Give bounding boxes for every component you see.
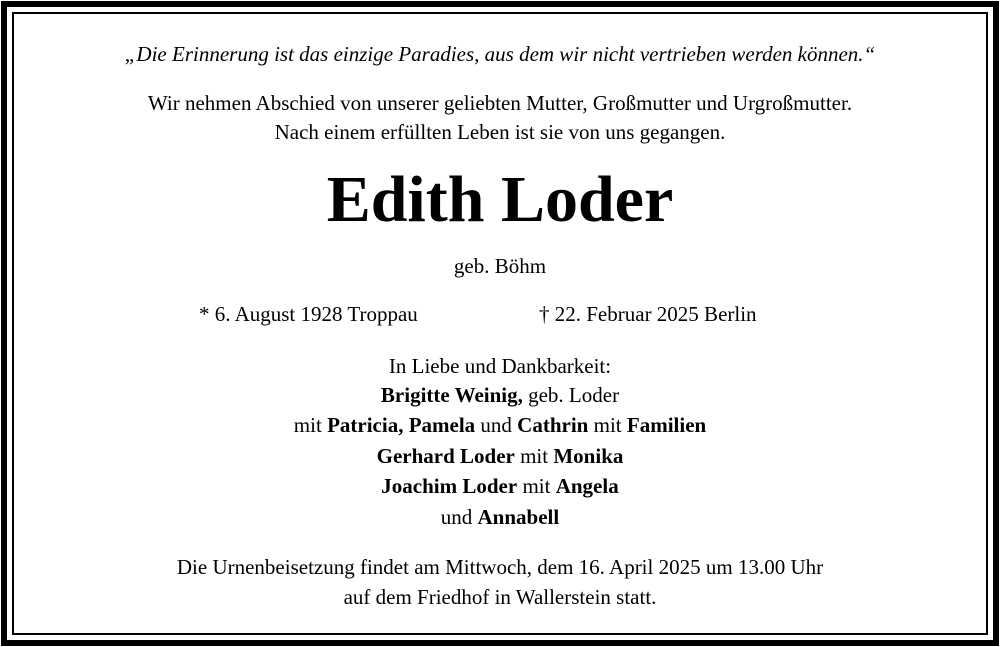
mourner-name: Familien	[626, 413, 707, 437]
mourner-line-5	[0, 502, 1000, 532]
mourner-note: geb. Loder	[522, 383, 620, 407]
deceased-name: Edith Loder	[326, 163, 674, 236]
mourner-name: Annabell	[477, 505, 560, 529]
connector-text: mit	[517, 474, 556, 498]
epigraph-quote: „Die Erinnerung ist das einzige Paradies, aus dem wir nicht vertrieben werden können.“	[124, 42, 876, 66]
mourner-name: Joachim Loder	[381, 474, 518, 498]
connector-text: und	[475, 413, 518, 437]
mourner-line-3	[0, 441, 1000, 471]
connector-text: mit	[588, 413, 627, 437]
connector-text: und	[440, 505, 478, 529]
mourner-name: Brigitte Weinig,	[380, 383, 523, 407]
mourner-name: Monika	[553, 444, 624, 468]
connector-text: mit	[293, 413, 328, 437]
intro-line-2: Nach einem erfüllten Leben ist sie von uns gegangen.	[274, 120, 726, 144]
birth-date: * 6. August 1928 Troppau	[199, 302, 418, 326]
connector-text: mit	[514, 444, 554, 468]
mourner-line-4	[0, 471, 1000, 501]
maiden-name: geb. Böhm	[453, 254, 547, 278]
mourner-line-2	[0, 410, 1000, 440]
death-date: † 22. Februar 2025 Berlin	[539, 302, 757, 326]
mourner-name: Gerhard Loder	[376, 444, 515, 468]
mourner-name: Cathrin	[517, 413, 589, 437]
funeral-info-line-2: auf dem Friedhof in Wallerstein statt.	[343, 585, 657, 609]
mourner-name: Patricia, Pamela	[327, 413, 476, 437]
intro-line-1: Wir nehmen Abschied von unserer geliebten Mutter, Großmutter und Urgroßmutter.	[147, 91, 853, 115]
mourners-heading: In Liebe und Dankbarkeit:	[388, 354, 612, 378]
mourner-name: Angela	[555, 474, 619, 498]
mourner-line-1	[0, 380, 1000, 410]
funeral-info-line-1: Die Urnenbeisetzung findet am Mittwoch, dem 16. April 2025 um 13.00 Uhr	[176, 555, 824, 579]
